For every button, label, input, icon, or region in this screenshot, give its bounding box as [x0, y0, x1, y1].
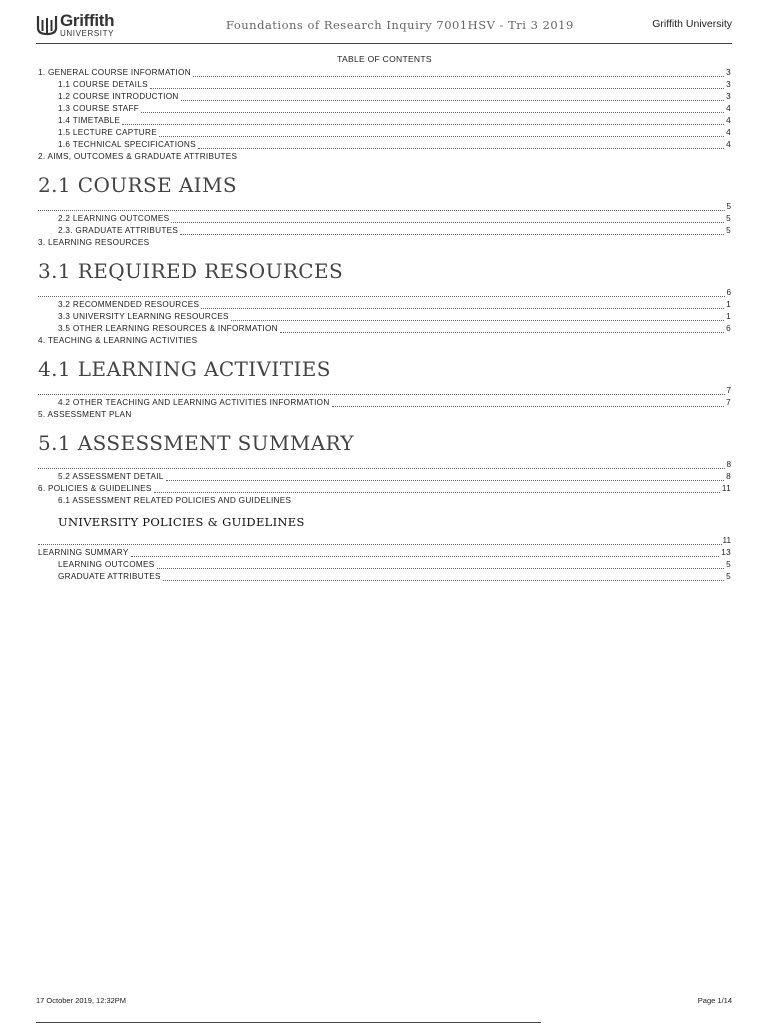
toc-leader [163, 579, 724, 581]
toc-label: 1.3 COURSE STAFF [58, 104, 140, 113]
toc-entry-other-learning-resources[interactable] [38, 323, 731, 335]
toc-entry-summary-learning-outcomes[interactable] [38, 559, 731, 571]
toc-page-number: 5 [726, 202, 731, 211]
toc-label: 3.3 UNIVERSITY LEARNING RESOURCES [58, 312, 229, 321]
toc-leader-university-policies [38, 535, 731, 547]
toc-label: 1.6 TECHNICAL SPECIFICATIONS [58, 140, 196, 149]
toc-page-number: 7 [726, 398, 731, 407]
toc-heading-learning-activities[interactable]: 4.1 LEARNING ACTIVITIES [38, 357, 331, 381]
toc-leader [332, 405, 725, 407]
toc-entry-course-staff[interactable] [38, 103, 731, 115]
toc-page-number: 11 [722, 536, 731, 545]
toc-label: 6. POLICIES & GUIDELINES [38, 484, 152, 493]
page-header [36, 10, 732, 42]
toc-label: 1.2 COURSE INTRODUCTION [58, 92, 179, 101]
toc-entry-timetable[interactable] [38, 115, 731, 127]
toc-page-number: 3 [726, 68, 731, 77]
toc-leader [154, 491, 720, 493]
toc-page-number: 3 [726, 92, 731, 101]
toc-page-number: 13 [721, 548, 731, 557]
toc-page-number: 5 [726, 572, 731, 581]
toc-label: 1.1 COURSE DETAILS [58, 80, 148, 89]
toc-heading-required-resources[interactable]: 3.1 REQUIRED RESOURCES [38, 259, 344, 283]
toc-heading-assessment-summary[interactable]: 5.1 ASSESSMENT SUMMARY [38, 431, 354, 455]
toc-label: 4. TEACHING & LEARNING ACTIVITIES [38, 336, 198, 345]
toc-entry-summary-graduate-attributes[interactable] [38, 571, 731, 583]
toc-leader [131, 555, 720, 557]
toc-entry-assessment-detail[interactable] [38, 471, 731, 483]
toc-page-number: 11 [721, 484, 731, 493]
toc-leader-required-resources [38, 287, 731, 299]
toc-page-number: 1 [726, 312, 731, 321]
toc-leader [38, 467, 725, 469]
toc-leader [201, 307, 724, 309]
toc-entry-graduate-attributes[interactable] [38, 225, 731, 237]
toc-label: LEARNING SUMMARY [38, 548, 129, 557]
toc-leader [280, 331, 724, 333]
toc-label: 2.2 LEARNING OUTCOMES [58, 214, 170, 223]
griffith-logo-icon [36, 14, 58, 36]
toc-entry-course-details[interactable] [38, 79, 731, 91]
toc-label: 3.2 RECOMMENDED RESOURCES [58, 300, 200, 309]
toc-entry-recommended-resources[interactable] [38, 299, 731, 311]
toc-entry-policies-guidelines[interactable] [38, 483, 731, 495]
toc-entry-technical-specifications[interactable] [38, 139, 731, 151]
toc-entry-general-course-information[interactable] [38, 67, 731, 79]
toc-page-number: 4 [726, 140, 731, 149]
toc-label: 1.4 TIMETABLE [58, 116, 121, 125]
toc-page-number: 4 [726, 116, 731, 125]
toc-page-number: 5 [726, 226, 731, 235]
toc-label: GRADUATE ATTRIBUTES [58, 572, 161, 581]
toc-leader [159, 135, 724, 137]
toc-page-number: 6 [726, 288, 731, 297]
logo-wordmark: Griffith [60, 11, 115, 30]
toc-leader [193, 75, 724, 77]
toc-leader [171, 221, 724, 223]
course-title: Foundations of Research Inquiry 7001HSV - Tri 3 2019 [226, 18, 574, 32]
toc-leader [150, 87, 724, 89]
footer-divider [36, 1022, 541, 1023]
toc-leader [181, 99, 725, 101]
university-name: Griffith University [652, 18, 732, 30]
toc-label: 2.3. GRADUATE ATTRIBUTES [58, 226, 179, 235]
toc-entry-assessment-policies[interactable] [38, 495, 731, 507]
toc-entry-university-learning-resources[interactable] [38, 311, 731, 323]
toc-leader [38, 295, 725, 297]
toc-page-number: 4 [726, 104, 731, 113]
toc-label: LEARNING OUTCOMES [58, 560, 155, 569]
toc-page-number: 6 [726, 324, 731, 333]
toc-entry-assessment-plan[interactable] [38, 409, 731, 421]
griffith-logo [36, 12, 146, 40]
toc-page-number: 4 [726, 128, 731, 137]
toc-page-number: 7 [726, 386, 731, 395]
toc-label: 3. LEARNING RESOURCES [38, 238, 150, 247]
page-counter: Page 1/14 [697, 996, 732, 1005]
toc-entry-course-introduction[interactable] [38, 91, 731, 103]
toc-label: 4.2 OTHER TEACHING AND LEARNING ACTIVITIES INFORMATION [58, 398, 330, 407]
toc-leader [38, 209, 725, 211]
toc-leader-course-aims [38, 201, 731, 213]
toc-label: 5. ASSESSMENT PLAN [38, 410, 132, 419]
toc-entry-learning-resources[interactable] [38, 237, 731, 249]
toc-label: 6.1 ASSESSMENT RELATED POLICIES AND GUIDELINES [58, 496, 292, 505]
toc-leader [198, 147, 724, 149]
table-of-contents [38, 53, 731, 583]
toc-label: 1.5 LECTURE CAPTURE [58, 128, 157, 137]
toc-leader-learning-activities [38, 385, 731, 397]
header-divider [36, 43, 732, 44]
toc-page-number: 1 [726, 300, 731, 309]
toc-leader [166, 479, 724, 481]
toc-heading-university-policies[interactable]: UNIVERSITY POLICIES & GUIDELINES [58, 515, 305, 529]
toc-leader [180, 233, 724, 235]
toc-leader [231, 319, 724, 321]
toc-page-number: 5 [726, 214, 731, 223]
toc-heading-course-aims[interactable]: 2.1 COURSE AIMS [38, 173, 237, 197]
toc-label: 5.2 ASSESSMENT DETAIL [58, 472, 164, 481]
toc-label: 2. AIMS, OUTCOMES & GRADUATE ATTRIBUTES [38, 152, 238, 161]
toc-title: TABLE OF CONTENTS [337, 54, 432, 64]
toc-entry-learning-summary[interactable] [38, 547, 731, 559]
toc-entry-teaching-learning-activities[interactable] [38, 335, 731, 347]
toc-leader [122, 123, 724, 125]
toc-leader [141, 111, 724, 113]
toc-page-number: 3 [726, 80, 731, 89]
toc-entry-learning-outcomes[interactable] [38, 213, 731, 225]
toc-page-number: 8 [726, 472, 731, 481]
toc-entry-aims-outcomes[interactable] [38, 151, 731, 163]
toc-leader [157, 567, 725, 569]
toc-entry-other-teaching-activities[interactable] [38, 397, 731, 409]
toc-page-number: 8 [726, 460, 731, 469]
toc-label: 1. GENERAL COURSE INFORMATION [38, 68, 191, 77]
toc-entry-lecture-capture[interactable] [38, 127, 731, 139]
toc-page-number: 5 [726, 560, 731, 569]
toc-label: 3.5 OTHER LEARNING RESOURCES & INFORMATION [58, 324, 278, 333]
logo-subtext: UNIVERSITY [60, 29, 115, 38]
toc-leader-assessment-summary [38, 459, 731, 471]
toc-leader [38, 543, 722, 545]
toc-leader [38, 393, 725, 395]
print-timestamp: 17 October 2019, 12:32PM [36, 996, 127, 1005]
